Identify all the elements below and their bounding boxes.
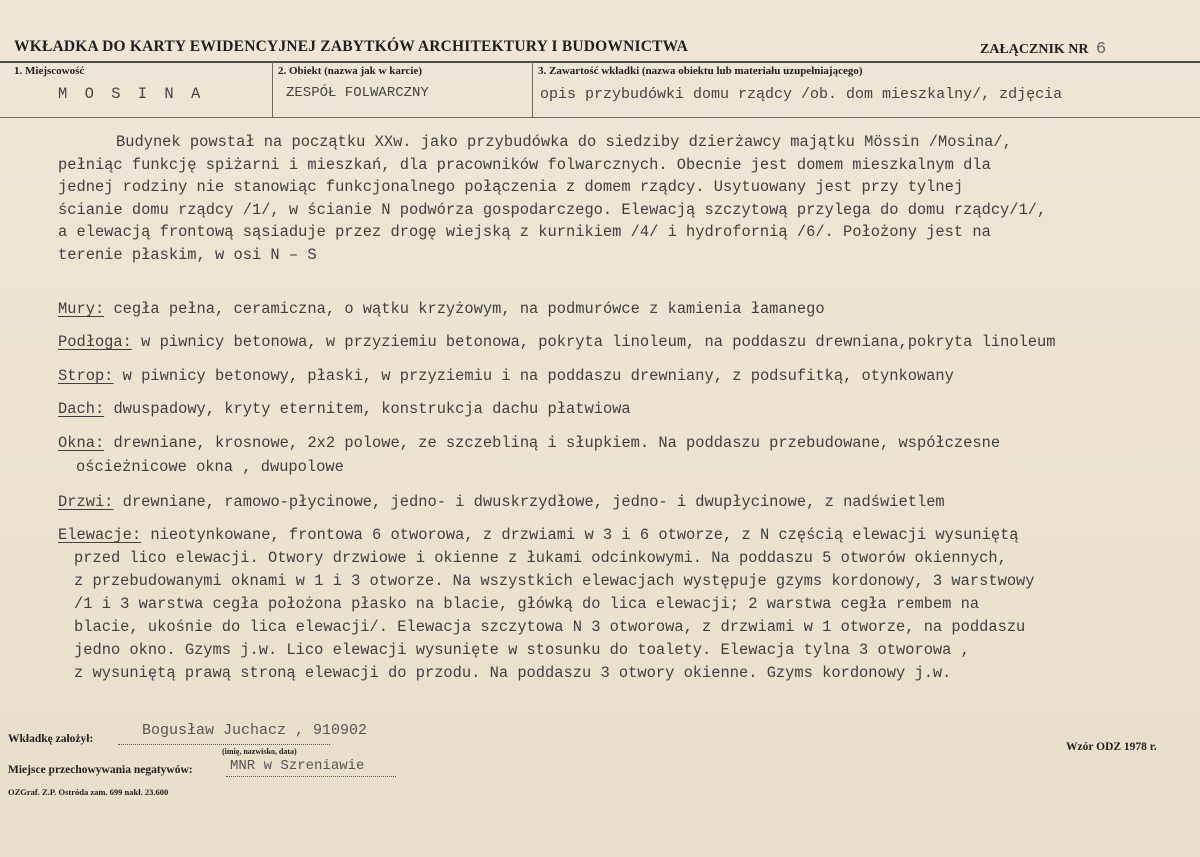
locality-label: 1. Miejscowość <box>14 65 85 77</box>
section-roof <box>58 398 631 421</box>
fields-rule <box>0 117 1200 118</box>
author-dotline <box>118 744 330 745</box>
section-floor <box>58 331 1056 354</box>
section-label: Strop: <box>58 367 114 385</box>
section-elevations-line: z wysuniętą prawą stroną elewacji do przodu. Na poddaszu 3 otwory okienne. Gzyms kordonowy j.w. <box>74 664 952 682</box>
content-label: 3. Zawartość wkładki (nazwa obiektu lub materiału uzupełniającego) <box>538 65 863 77</box>
section-elevations-line: przed lico elewacji. Otwory drzwiowe i okienne z łukami odcinkowymi. Na poddaszu 5 otworów okiennych, <box>74 549 1007 567</box>
section-walls <box>58 298 825 321</box>
section-text: w piwnicy betonowy, płaski, w przyziemiu i na poddaszu drewniany, z podsufitką, otynkowany <box>122 367 954 385</box>
section-text: w piwnicy betonowa, w przyziemiu betonowa, pokryta linoleum, na poddaszu drewniana,pokryta linoleum <box>141 333 1056 351</box>
locality-value: M O S I N A <box>58 85 205 103</box>
section-doors <box>58 491 945 514</box>
intro-line: terenie płaskim, w osi N – S <box>58 246 317 264</box>
model-label: Wzór ODZ 1978 r. <box>1066 741 1157 753</box>
section-elevations-line: blacie, ukośnie do lica elewacji/. Elewacja szczytowa N 3 otworowa, z drzwiami w 1 otworze, na poddaszu <box>74 618 1026 636</box>
section-label: Podłoga: <box>58 333 132 351</box>
section-elevations-line: /1 i 3 warstwa cegła położona płasko na blacie, główką do lica elewacji; 2 warstwa cegła rembem na <box>74 595 980 613</box>
intro-line: a elewacją frontową sąsiaduje przez drogę wiejską z kurnikiem /4/ i hydrofornią /6/. Położony jest na <box>58 223 991 242</box>
section-elevations-line: z przebudowanymi oknami w 1 i 3 otworze. Na wszystkich elewacjach występuje gzyms kordonowy, 3 warstwowy <box>74 572 1035 590</box>
header-rule <box>0 61 1200 63</box>
author-value: Bogusław Juchacz , 910902 <box>142 722 368 739</box>
section-ceiling <box>58 365 954 388</box>
annex-label: ZAŁĄCZNIK NR <box>980 42 1089 57</box>
annex-number: 6 <box>1096 40 1107 59</box>
content-value: opis przybudówki domu rządcy /ob. dom mieszkalny/, zdjęcia <box>540 86 1063 103</box>
section-text: drewniane, ramowo-płycinowe, jedno- i dwuskrzydłowe, jedno- i dwupłycinowe, z nadświetlem <box>122 493 945 511</box>
object-value: ZESPÓŁ FOLWARCZNY <box>286 85 429 101</box>
section-windows-line: ościeżnicowe okna , dwupolowe <box>76 458 344 476</box>
section-label: Dach: <box>58 400 105 418</box>
section-elevations-line: jedno okno. Gzyms j.w. Lico elewacji wysunięte w stosunku do toalety. Elewacja tylna 3 otworowa , <box>74 641 970 659</box>
field-divider-2 <box>532 62 533 118</box>
storage-value: MNR w Szreniawie <box>230 758 365 774</box>
intro-line: jednej rodziny nie stanowiąc funkcjonalnego połączenia z domem rządcy. Usytuowany jest przy tylnej <box>58 178 964 197</box>
intro-line: Budynek powstał na początku XXw. jako przybudówka do siedziby dzierżawcy majątku Mössin /Mosina/, <box>116 133 1012 151</box>
object-label: 2. Obiekt (nazwa jak w karcie) <box>278 65 423 77</box>
print-info: OZGraf. Z.P. Ostróda zam. 699 nakł. 23.600 <box>8 787 169 797</box>
author-label: Wkładkę założył: <box>8 733 94 745</box>
storage-label: Miejsce przechowywania negatywów: <box>8 764 193 776</box>
storage-dotline <box>226 776 396 777</box>
card-title: WKŁADKA DO KARTY EWIDENCYJNEJ ZABYTKÓW ARCHITEKTURY I BUDOWNICTWA <box>14 38 689 55</box>
intro-line: pełniąc funkcję spiżarni i mieszkań, dla pracowników folwarcznych. Obecnie jest domem mieszkalnym dla <box>58 155 991 174</box>
section-elevations <box>58 524 1019 547</box>
section-text: drewniane, krosnowe, 2x2 polowe, ze szczebliną i słupkiem. Na poddaszu przebudowane, współczesne <box>113 434 1001 452</box>
section-text: cegła pełna, ceramiczna, o wątku krzyżowym, na podmurówce z kamienia łamanego <box>113 300 825 318</box>
section-text: dwuspadowy, kryty eternitem, konstrukcja dachu płatwiowa <box>113 400 631 418</box>
field-divider-1 <box>272 62 273 118</box>
annex-label-group <box>980 40 1106 59</box>
intro-line: ścianie domu rządcy /1/, w ścianie N podwórza gospodarczego. Elewacją szczytową przylega do domu rządcy/1/, <box>58 200 1047 219</box>
section-label: Drzwi: <box>58 493 114 511</box>
author-hint: (imię, nazwisko, data) <box>222 747 297 756</box>
section-text: nieotynkowane, frontowa 6 otworowa, z drzwiami w 3 i 6 otworze, z N częścią elewacji wysuniętą <box>150 526 1019 544</box>
section-label: Okna: <box>58 434 105 452</box>
section-windows <box>58 432 1000 455</box>
section-label: Elewacje: <box>58 526 142 544</box>
section-label: Mury: <box>58 300 105 318</box>
